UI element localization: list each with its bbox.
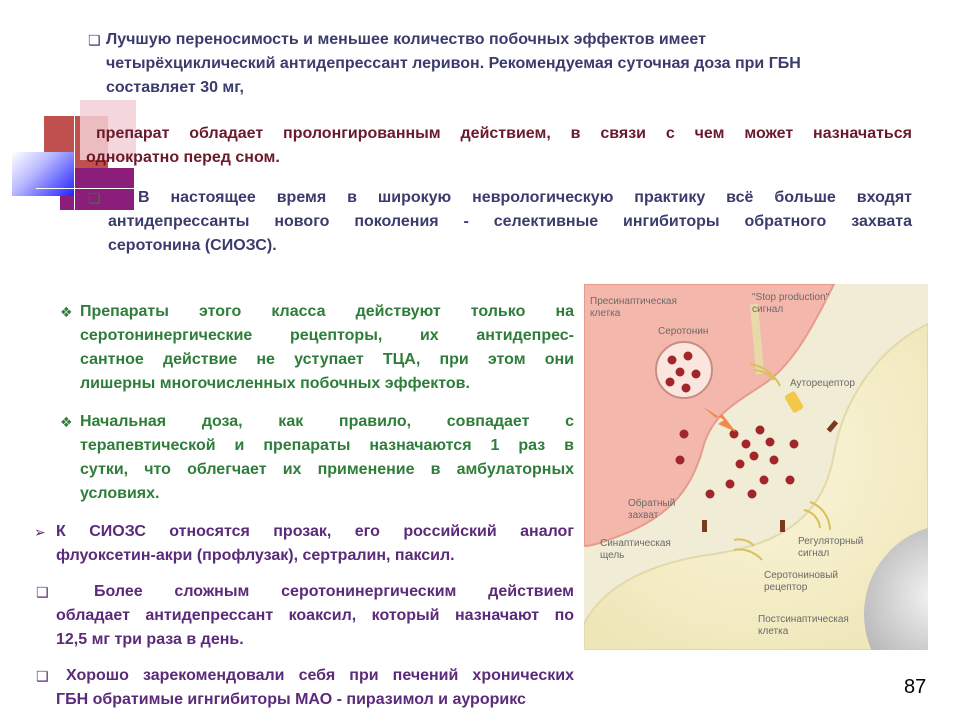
paragraph-remeron: [106, 28, 806, 100]
text-line: ГБН обратимые игнгибиторы МАО - пиразимол и аурорикс: [56, 691, 526, 708]
bullet-square-8: ❑: [36, 668, 49, 684]
paragraph-ssri-list: [56, 520, 574, 568]
label-line: Синаптическая: [600, 538, 671, 549]
text-line: условиях.: [80, 485, 160, 502]
text-line: терапевтической и препараты назначаются 1 раз в: [80, 437, 574, 454]
label-line: щель: [600, 550, 625, 561]
label-serotonin-receptor: [764, 570, 838, 594]
label-regulatory-signal: [798, 536, 863, 560]
text-line: лишерны многочисленных побочных эффектов.: [80, 375, 470, 392]
text-line: четырёхциклический антидепрессант леривон. Рекомендуемая суточная доза при ГБН: [106, 55, 801, 72]
decor-square-blue-gradient: [12, 152, 74, 196]
paragraph-coaxil: [56, 580, 574, 652]
paragraph-ssri-intro: [108, 186, 912, 258]
text-line: В настоящее время в широкую неврологическую практику всё больше входят: [138, 189, 912, 206]
text-line: флуоксетин-акри (профлузак), сертралин, паксил.: [56, 547, 455, 564]
label-line: Пресинаптическая: [590, 296, 677, 307]
label-line: Постсинаптическая: [758, 614, 849, 625]
text-line: составляет 30 мг,: [106, 79, 244, 96]
bullet-diamond-5: ❖: [60, 414, 73, 430]
label-autoreceptor: Ауторецептор: [790, 378, 855, 389]
label-synaptic-cleft: [600, 538, 671, 562]
bullet-square-7: ❑: [36, 584, 49, 600]
text-line: К СИОЗС относятся прозак, его российский аналог: [56, 523, 574, 540]
label-line: сигнал: [798, 548, 830, 559]
label-line: рецептор: [764, 582, 808, 593]
label-line: Регуляторный: [798, 536, 864, 547]
bullet-diamond-4: ❖: [60, 304, 73, 320]
text-line: серотонинергические рецепторы, их антидепрес-: [80, 327, 574, 344]
label-serotonin: Серотонин: [658, 326, 709, 337]
label-line: Серотониновый: [764, 570, 838, 581]
label-line: сигнал: [752, 304, 784, 315]
text-line: Лучшую переносимость и меньшее количество побочных эффектов имеет: [106, 31, 706, 48]
bullet-square-3: ❑: [88, 190, 101, 206]
page-number: 87: [904, 676, 927, 698]
text-line: 12,5 мг три раза в день.: [56, 631, 244, 648]
label-stop-production: [752, 292, 829, 316]
text-line: Более сложным серотонинергическим действием: [94, 583, 574, 600]
label-line: клетка: [590, 308, 621, 319]
label-postsynaptic: [758, 614, 849, 638]
text-line: Препараты этого класса действуют только на: [80, 303, 574, 320]
text-line: антидепрессанты нового поколения - селективные ингибиторы обратного захвата: [108, 213, 912, 230]
label-line: захват: [628, 510, 659, 521]
label-line: Обратный: [628, 498, 676, 509]
text-line: сутки, что облегчает их применение в амбулаторных: [80, 461, 574, 478]
synapse-figure: [584, 284, 928, 650]
paragraph-ssri-action: [80, 300, 574, 396]
text-line: Начальная доза, как правило, совпадает с: [80, 413, 574, 430]
paragraph-prolonged-action: [86, 122, 912, 170]
label-line: "Stop production": [752, 292, 830, 303]
bullet-square-1: ❑: [88, 32, 101, 48]
text-line: однократно перед сном.: [86, 149, 280, 166]
bullet-arrow-6: ➢: [34, 524, 46, 540]
text-line: серотонина (СИОЗС).: [108, 237, 277, 254]
label-reuptake: [628, 498, 675, 522]
text-line: сантное действие не уступает ТЦА, при этом они: [80, 351, 574, 368]
label-line: клетка: [758, 626, 789, 637]
paragraph-initial-dose: [80, 410, 574, 506]
decor-line-vertical: [74, 110, 75, 210]
label-presynaptic: [590, 296, 677, 320]
text-line: препарат обладает пролонгированным действием, в связи с чем может назначаться: [96, 125, 912, 142]
text-line: обладает антидепрессант коаксил, который назначают по: [56, 607, 574, 624]
synapse-drawing: [584, 284, 928, 650]
text-line: Хорошо зарекомендовали себя при печений хронических: [66, 667, 574, 684]
paragraph-mao-inhibitors: [56, 664, 574, 712]
